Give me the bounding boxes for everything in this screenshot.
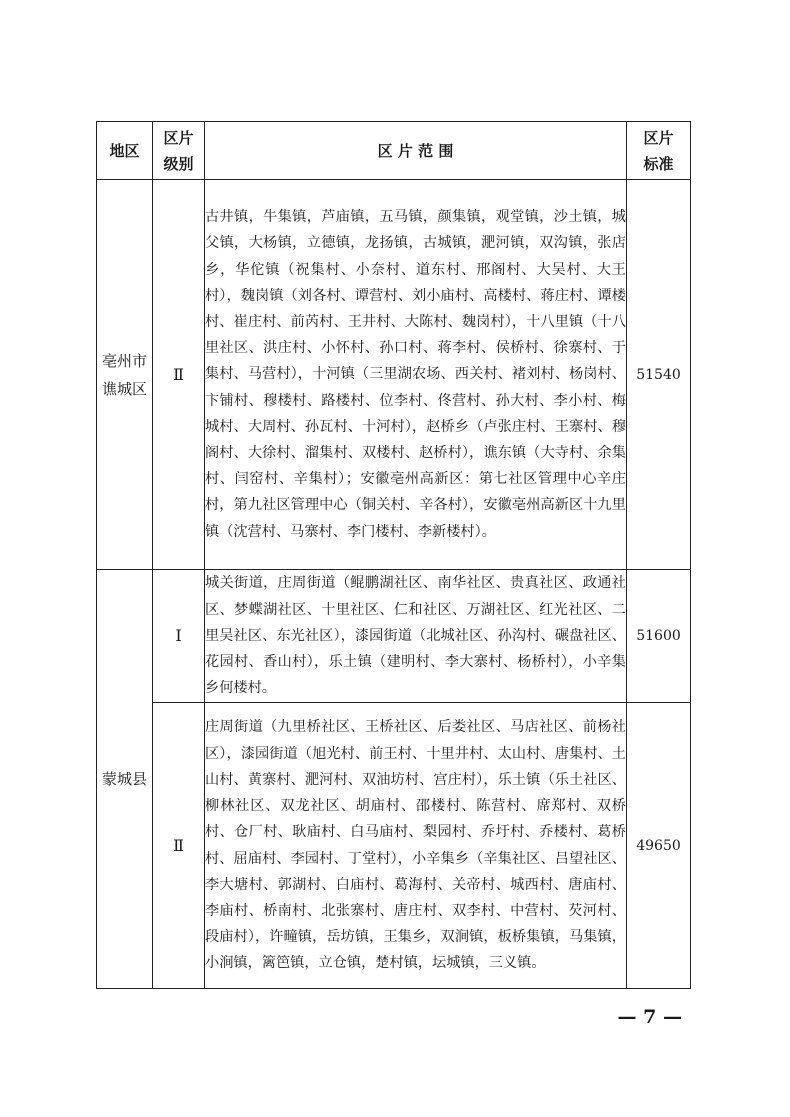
scope-cell: 古井镇，牛集镇，芦庙镇，五马镇，颜集镇，观堂镇，沙土镇，城父镇，大杨镇，立德镇，龙扬镇，古城镇，淝河镇，双沟镇，张店乡，华佗镇（祝集村、小奈村、道东村、邢阁村、大吴村、大王村），魏岗镇（刘各村、谭营村、刘小庙村、高楼村、蒋庄村、谭楼村、崔庄村、前芮村、王井村、大陈村、魏岗村），十八里镇（十八里社区、洪庄村、小怀村、孙口村、蒋李村、侯桥村、徐寨村、于集村、马营村），十河镇（三里湖农场、西关村、褚刘村、杨岗村、卞铺村、穆楼村、路楼村、位李村、佟营村、孙大村、李小村、梅城村、大周村、孙瓦村、十河村），赵桥乡（卢张庄村、王寨村、穆阁村、大徐村、溜集村、双楼村、赵桥村），谯东镇（大寺村、余集村、闫窑村、辛集村）；安徽亳州高新区：第七社区管理中心辛庄村，第九社区管理中心（铜关村、辛各村），安徽亳州高新区十九里镇（沈营村、马寨村、李门楼村、李新楼村）。 [205,180,627,570]
standard-cell: 51600 [627,570,691,703]
header-scope: 区 片 范 围 [205,122,627,180]
header-region: 地区 [97,122,153,180]
table-row [97,570,691,703]
land-price-table [96,121,691,989]
standard-cell: 49650 [627,703,691,989]
header-standard: 区片标准 [627,122,691,180]
table-row [97,180,691,570]
table-header-row [97,122,691,180]
scope-cell: 城关街道，庄周街道（鲲鹏湖社区、南华社区、贵真社区、政通社区、梦蝶湖社区、十里社区、仁和社区、万湖社区、红光社区、二里吴社区、东光社区），漆园街道（北城社区、孙沟村、碾盘社区、花园村、香山村），乐土镇（建明村、李大寨村、杨桥村），小辛集乡何楼村。 [205,570,627,703]
grade-cell: Ⅱ [153,703,205,989]
standard-cell: 51540 [627,180,691,570]
grade-cell: Ⅰ [153,570,205,703]
table-row [97,703,691,989]
scope-cell: 庄周街道（九里桥社区、王桥社区、后娄社区、马店社区、前杨社区），漆园街道（旭光村、前王村、十里井村、太山村、唐集村、土山村、黄寨村、淝河村、双油坊村、宫庄村），乐土镇（乐土社区、柳林社区、双龙社区、胡庙村、邵楼村、陈营村、席郑村、双桥村、仓厂村、耿庙村、白马庙村、梨园村、乔圩村、乔楼村、葛桥村、屈庙村、李园村、丁堂村），小辛集乡（辛集社区、吕望社区、李大塘村、郭湖村、白庙村、葛海村、关帝村、城西村、唐庙村、李庙村、桥南村、北张寨村、唐庄村、双李村、中营村、芡河村、段庙村），许疃镇，岳坊镇，王集乡，双涧镇，板桥集镇，马集镇，小涧镇，篱笆镇，立仓镇，楚村镇，坛城镇，三义镇。 [205,703,627,989]
grade-cell: Ⅱ [153,180,205,570]
region-cell: 亳州市谯城区 [97,180,153,570]
region-cell: 蒙城县 [97,570,153,989]
page-number: — 7 — [617,1006,682,1028]
header-grade: 区片级别 [153,122,205,180]
